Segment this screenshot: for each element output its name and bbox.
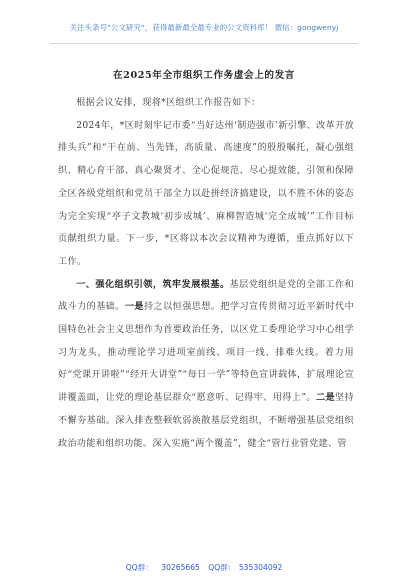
paragraph-2024: 2024年，*区时刻牢记市委“当好达州‘制造强市’新引擎、改革开放排头兵”和“干在前、当先锋，高质量、高速度”的殷殷嘱托，凝心强组织、精心育干部、真心聚贤才、全心促规范、尽心提效能，引领和保障全区各级党组织和党员干部全力以赴拼经济搞建设，以不胜不休的姿态为完全实现“亭子文教城‘初步成城’、麻柳智造城‘完全成城’”工作目标贡献组织力量。下一步，*区将以本次会议精神为遵循，重点抓好以下工作。 — [58, 120, 354, 267]
section-1-paragraph — [58, 274, 354, 456]
header-banner: 关注头条号“公文研究”，获得最新最全最专业的公文资料库！ 微信：gongwenyj — [69, 23, 339, 32]
section-1-sub2-text: 坚持不懈夯基础。深入排查整顿软弱涣散基层党组织，不断增强基层党组织政治功能和组织功能。深入实施“两个覆盖”，健全“管行业管党建、管 — [58, 393, 354, 449]
header-divider — [50, 43, 358, 44]
footer-contact: QQ群： 30265665 QQ群: 535304092 — [125, 563, 283, 572]
section-1-heading: 一、强化组织引领，筑牢发展根基。 — [76, 278, 230, 290]
section-1-sub1-text: 持之以恒强思想。把学习宣传贯彻习近平新时代中国特色社会主义思想作为首要政治任务，以区党工委理论学习中心组学习为龙头，推动理论学习进项室前线、项目一线、排难火线。着力用好“党课开讲啦”“经开大讲堂”“每日一学”等特色宣讲载体，扩展理论宣讲覆盖面，让党的理论基层群众“愿意听、记得牢、用得上”。 — [58, 302, 355, 404]
document-body — [58, 92, 354, 455]
document-title: 在2025年全市组织工作务虚会上的发言 — [112, 70, 295, 81]
section-1-sub2-label: 二是 — [315, 392, 336, 404]
section-1-sub1-label: 一是 — [124, 301, 144, 313]
section-1-lead: 基层党组织是党的全部工作和战斗力的基础。 — [58, 279, 354, 313]
intro-paragraph: 根据会议安排，现将*区组织工作报告如下： — [76, 98, 261, 108]
